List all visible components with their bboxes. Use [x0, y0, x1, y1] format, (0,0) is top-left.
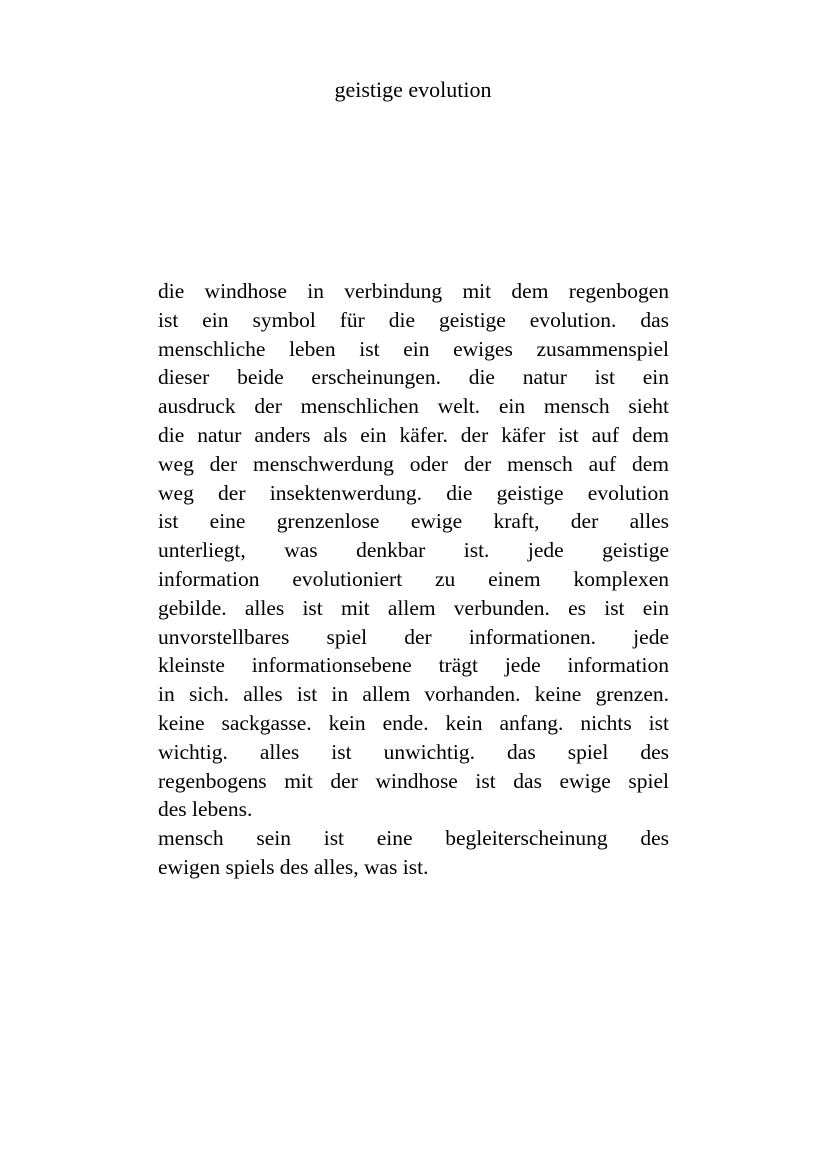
- text-line: in sich. alles ist in allem vorhanden. keine grenzen.: [158, 682, 669, 707]
- text-line: mensch sein ist eine begleiterscheinung des: [158, 826, 669, 851]
- text-line: ist ein symbol für die geistige evolution. das: [158, 307, 669, 332]
- text-line: gebilde. alles ist mit allem verbunden. es ist ein: [158, 595, 669, 620]
- text-line: des lebens.: [158, 797, 253, 822]
- text-line: menschliche leben ist ein ewiges zusammenspiel: [158, 336, 669, 361]
- text-line: dieser beide erscheinungen. die natur ist ein: [158, 365, 669, 390]
- text-line: ist eine grenzenlose ewige kraft, der alles: [158, 509, 669, 534]
- text-line: die windhose in verbindung mit dem regenbogen: [158, 279, 669, 303]
- page-title: geistige evolution: [334, 77, 492, 102]
- text-line: information evolutioniert zu einem komplexen: [158, 566, 669, 591]
- text-line: kleinste informationsebene trägt jede information: [158, 653, 669, 678]
- text-line: weg der insektenwerdung. die geistige evolution: [158, 480, 669, 505]
- text-line: regenbogens mit der windhose ist das ewige spiel: [158, 768, 669, 793]
- text-line: wichtig. alles ist unwichtig. das spiel des: [158, 739, 669, 764]
- text-line: keine sackgasse. kein ende. kein anfang. nichts ist: [158, 710, 669, 735]
- text-line: unvorstellbares spiel der informationen. jede: [158, 624, 669, 649]
- body-text: [158, 277, 669, 882]
- text-line: die natur anders als ein käfer. der käfer ist auf dem: [158, 422, 669, 447]
- text-line: ausdruck der menschlichen welt. ein mensch sieht: [158, 394, 669, 419]
- text-line: unterliegt, was denkbar ist. jede geistige: [158, 538, 669, 563]
- text-line: ewigen spiels des alles, was ist.: [158, 854, 429, 879]
- text-line: weg der menschwerdung oder der mensch auf dem: [158, 451, 669, 476]
